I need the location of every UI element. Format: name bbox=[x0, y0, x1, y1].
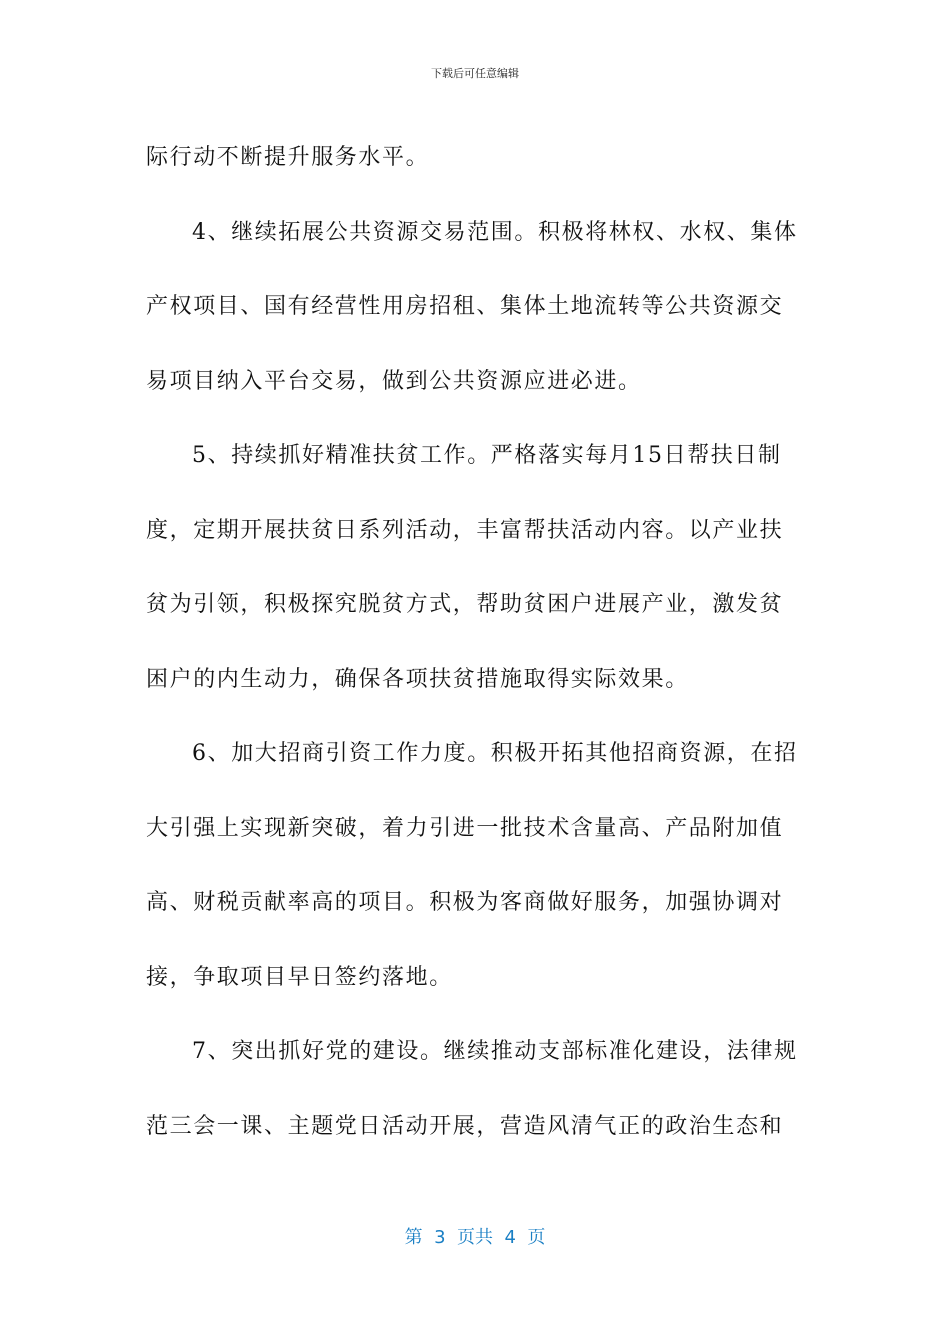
body-line: 大引强上实现新突破，着力引进一批技术含量高、产品附加值 bbox=[146, 815, 784, 841]
body-line-item-5: 5、持续抓好精准扶贫工作。严格落实每月15日帮扶日制 bbox=[192, 443, 782, 468]
body-line: 度，定期开展扶贫日系列活动，丰富帮扶活动内容。以产业扶 bbox=[146, 517, 784, 543]
body-line: 易项目纳入平台交易，做到公共资源应进必进。 bbox=[146, 368, 642, 394]
page-number-footer: 第 3 页共 4 页 bbox=[404, 1227, 546, 1248]
body-line: 产权项目、国有经营性用房招租、集体土地流转等公共资源交 bbox=[146, 294, 784, 319]
document-body bbox=[146, 121, 814, 1164]
body-line: 接，争取项目早日签约落地。 bbox=[146, 964, 453, 990]
body-line: 范三会一课、主题党日活动开展，营造风清气正的政治生态和 bbox=[146, 1113, 784, 1139]
body-line-item-6: 6、加大招商引资工作力度。积极开拓其他招商资源，在招 bbox=[192, 741, 798, 766]
body-line: 贫为引领，积极探究脱贫方式，帮助贫困户进展产业，激发贫 bbox=[146, 592, 784, 617]
body-line: 困户的内生动力，确保各项扶贫措施取得实际效果。 bbox=[146, 666, 689, 692]
body-line-item-7: 7、突出抓好党的建设。继续推动支部标准化建设，法律规 bbox=[192, 1039, 798, 1064]
body-line: 际行动不断提升服务水平。 bbox=[146, 145, 430, 170]
body-line-item-4: 4、继续拓展公共资源交易范围。积极将林权、水权、集体 bbox=[192, 219, 798, 245]
page-header-note: 下载后可任意编辑 bbox=[431, 67, 519, 80]
body-line: 高、财税贡献率高的项目。积极为客商做好服务，加强协调对 bbox=[146, 890, 784, 915]
